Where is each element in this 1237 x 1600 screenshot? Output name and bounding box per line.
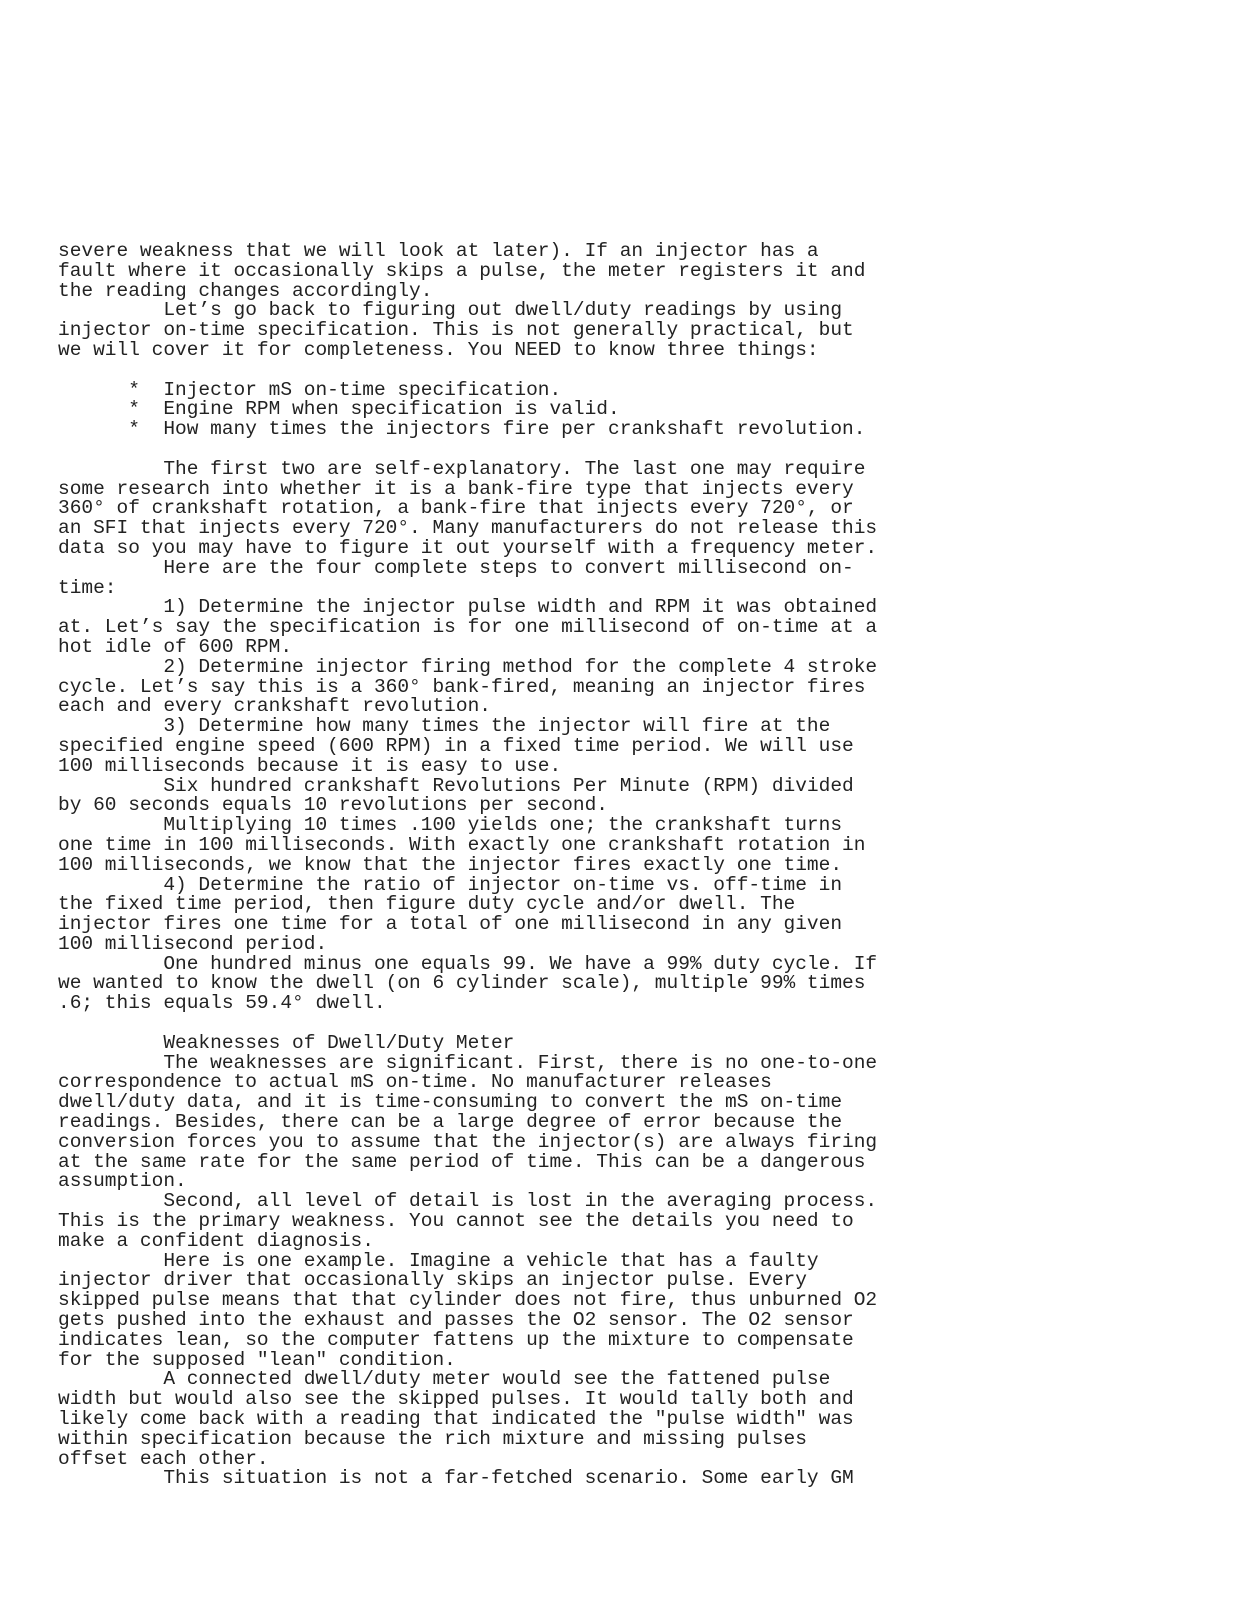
text-line: at. Let’s say the specification is for one millisecond of on-time at a	[58, 616, 878, 639]
blank-line	[58, 1014, 1218, 1034]
text-line: readings. Besides, there can be a large degree of error because the	[58, 1111, 843, 1134]
text-line: likely come back with a reading that indicated the "pulse width" was	[58, 1408, 854, 1431]
text-line: injector fires one time for a total of one millisecond in any given	[58, 913, 843, 936]
text-line: the fixed time period, then figure duty cycle and/or dwell. The	[58, 893, 796, 916]
text-line: fault where it occasionally skips a pulse, the meter registers it and	[58, 259, 866, 282]
text-line: .6; this equals 59.4° dwell.	[58, 992, 386, 1015]
text-line: some research into whether it is a bank-fire type that injects every	[58, 477, 854, 500]
text-line: gets pushed into the exhaust and passes the O2 sensor. The O2 sensor	[58, 1309, 854, 1332]
text-line: specified engine speed (600 RPM) in a fixed time period. We will use	[58, 734, 854, 757]
blank-line	[58, 361, 1218, 381]
text-line: 100 milliseconds because it is easy to use.	[58, 754, 562, 777]
text-line: within specification because the rich mixture and missing pulses	[58, 1427, 807, 1450]
text-line: we wanted to know the dwell (on 6 cylinder scale), multiple 99% times	[58, 972, 866, 995]
text-line: time:	[58, 576, 117, 599]
text-line: width but would also see the skipped pulses. It would tally both and	[58, 1388, 854, 1411]
text-line: 360° of crankshaft rotation, a bank-fire that injects every 720°, or	[58, 497, 854, 520]
text-line: one time in 100 milliseconds. With exactly one crankshaft rotation in	[58, 833, 866, 856]
text-line: offset each other.	[58, 1447, 269, 1470]
text-line: * Injector mS on-time specification.	[58, 378, 562, 401]
text-line: This situation is not a far-fetched scenario. Some early GM	[58, 1467, 854, 1490]
text-line: skipped pulse means that that cylinder does not fire, thus unburned O2	[58, 1289, 878, 1312]
text-line: severe weakness that we will look at later). If an injector has a	[58, 240, 819, 262]
text-line: Six hundred crankshaft Revolutions Per Minute (RPM) divided	[58, 774, 854, 797]
text-line: make a confident diagnosis.	[58, 1229, 374, 1252]
text-line: an SFI that injects every 720°. Many manufacturers do not release this	[58, 517, 878, 540]
blank-line	[58, 440, 1218, 460]
text-line: assumption.	[58, 1170, 187, 1193]
text-line: Second, all level of detail is lost in the averaging process.	[58, 1190, 878, 1213]
text-line: * Engine RPM when specification is valid.	[58, 398, 620, 421]
text-line: data so you may have to figure it out yourself with a frequency meter.	[58, 536, 878, 559]
text-line: at the same rate for the same period of time. This can be a dangerous	[58, 1150, 866, 1173]
text-line: Here is one example. Imagine a vehicle that has a faulty	[58, 1249, 819, 1272]
text-line: cycle. Let’s say this is a 360° bank-fired, meaning an injector fires	[58, 675, 866, 698]
text-line: 2) Determine injector firing method for the complete 4 stroke	[58, 655, 878, 678]
text-line: The first two are self-explanatory. The last one may require	[58, 457, 866, 480]
text-line: The weaknesses are significant. First, there is no one-to-one	[58, 1051, 878, 1074]
text-line: injector driver that occasionally skips an injector pulse. Every	[58, 1269, 807, 1292]
text-line: indicates lean, so the computer fattens up the mixture to compensate	[58, 1328, 854, 1351]
text-line: 100 milliseconds, we know that the injector fires exactly one time.	[58, 853, 843, 876]
text-line: A connected dwell/duty meter would see the fattened pulse	[58, 1368, 831, 1391]
text-line: Let’s go back to figuring out dwell/duty readings by using	[58, 299, 843, 322]
text-line: by 60 seconds equals 10 revolutions per second.	[58, 794, 608, 817]
text-line: hot idle of 600 RPM.	[58, 635, 293, 658]
text-line: each and every crankshaft revolution.	[58, 695, 491, 718]
text-line: we will cover it for completeness. You NEED to know three things:	[58, 338, 819, 361]
text-line: Weaknesses of Dwell/Duty Meter	[58, 1031, 515, 1054]
text-line: Multiplying 10 times .100 yields one; the crankshaft turns	[58, 814, 843, 837]
text-line: the reading changes accordingly.	[58, 279, 433, 302]
text-line: Here are the four complete steps to convert millisecond on-	[58, 556, 854, 579]
text-line: correspondence to actual mS on-time. No manufacturer releases	[58, 1071, 772, 1094]
document-page	[58, 242, 1218, 1489]
text-line: One hundred minus one equals 99. We have a 99% duty cycle. If	[58, 952, 878, 975]
text-line: dwell/duty data, and it is time-consuming to convert the mS on-time	[58, 1091, 843, 1114]
text-line: for the supposed "lean" condition.	[58, 1348, 456, 1371]
text-line: injector on-time specification. This is not generally practical, but	[58, 319, 854, 342]
text-line: * How many times the injectors fire per crankshaft revolution.	[58, 418, 866, 441]
text-line: This is the primary weakness. You cannot see the details you need to	[58, 1210, 854, 1233]
text-line: 100 millisecond period.	[58, 932, 328, 955]
text-line: conversion forces you to assume that the injector(s) are always firing	[58, 1130, 878, 1153]
text-line: 4) Determine the ratio of injector on-time vs. off-time in	[58, 873, 843, 896]
text-line: 3) Determine how many times the injector will fire at the	[58, 715, 831, 738]
text-line: 1) Determine the injector pulse width and RPM it was obtained	[58, 596, 878, 619]
